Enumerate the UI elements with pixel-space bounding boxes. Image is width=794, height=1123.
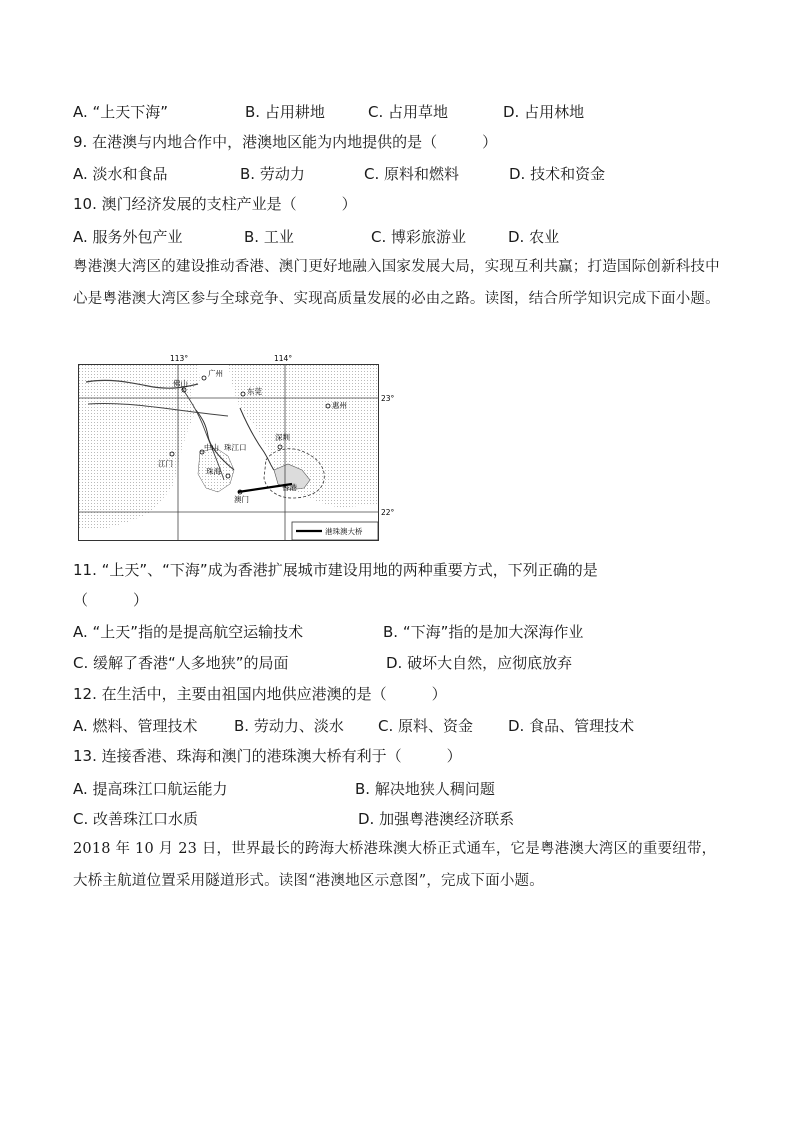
- city-zhongshan: 中山: [204, 443, 219, 452]
- city-foshan: 佛山: [173, 379, 188, 388]
- option-a[interactable]: A. 淡水和食品: [73, 165, 168, 183]
- option-c[interactable]: C. 改善珠江口水质: [73, 810, 199, 828]
- lat-label-23: 23°: [381, 394, 395, 403]
- option-c[interactable]: C. 原料和燃料: [364, 165, 460, 183]
- option-a[interactable]: A. 提高珠江口航运能力: [73, 780, 228, 798]
- option-b[interactable]: B. 劳动力、淡水: [234, 717, 344, 735]
- option-b[interactable]: B. 劳动力: [240, 165, 305, 183]
- option-b[interactable]: B. 解决地狭人稠问题: [355, 780, 495, 798]
- legend-bridge-label: 港珠澳大桥: [325, 527, 363, 536]
- option-c[interactable]: C. 缓解了香港“人多地狭”的局面: [73, 654, 289, 672]
- reading-passage-1: 粤港澳大湾区的建设推动香港、澳门更好地融入国家发展大局，实现互利共赢；打造国际创新科技中心是粤港澳大湾区参与全球竞争、实现高质量发展的必由之路。读图，结合所学知识完成下面小题。: [73, 259, 720, 307]
- hong-kong-macau-region-map: [78, 352, 400, 542]
- question-13-stem: 13. 连接香港、珠海和澳门的港珠澳大桥有利于（ ）: [73, 747, 462, 765]
- option-d[interactable]: D. 加强粤港澳经济联系: [358, 810, 515, 828]
- option-d[interactable]: D. 食品、管理技术: [508, 717, 635, 735]
- city-zhuhai: 珠海: [206, 467, 221, 476]
- lat-label-22: 22°: [381, 508, 395, 517]
- option-c[interactable]: C. 占用草地: [368, 103, 449, 121]
- city-hongkong: 香港: [282, 483, 297, 492]
- option-b[interactable]: B. 工业: [244, 228, 294, 246]
- question-11-stem: 11. “上天”、“下海”成为香港扩展城市建设用地的两种重要方式，下列正确的是: [73, 561, 598, 579]
- lon-label-114: 114°: [274, 354, 293, 363]
- option-a[interactable]: A. 燃料、管理技术: [73, 717, 198, 735]
- option-c[interactable]: C. 原料、资金: [378, 717, 474, 735]
- city-shenzhen: 深圳: [275, 433, 290, 442]
- city-jiangmen: 江门: [158, 459, 173, 468]
- city-zhujiangkou: 珠江口: [224, 443, 247, 452]
- question-10-stem: 10. 澳门经济发展的支柱产业是（ ）: [73, 195, 357, 213]
- option-d[interactable]: D. 农业: [508, 228, 560, 246]
- option-d[interactable]: D. 破坏大自然，应彻底放弃: [386, 654, 573, 672]
- option-d[interactable]: D. 技术和资金: [509, 165, 606, 183]
- lon-label-113: 113°: [170, 354, 189, 363]
- reading-passage-2: 2018 年 10 月 23 日，世界最长的跨海大桥港珠澳大桥正式通车，它是粤港澳大湾区的重要纽带，大桥主航道位置采用隧道形式。读图“港澳地区示意图”，完成下面小题。: [73, 841, 717, 889]
- option-b[interactable]: B. “下海”指的是加大深海作业: [383, 623, 584, 641]
- option-a[interactable]: A. 服务外包产业: [73, 228, 183, 246]
- option-b[interactable]: B. 占用耕地: [245, 103, 325, 121]
- option-c[interactable]: C. 博彩旅游业: [371, 228, 467, 246]
- city-guangzhou: 广州: [208, 369, 223, 378]
- city-macau: 澳门: [234, 495, 249, 504]
- question-9-stem: 9. 在港澳与内地合作中，港澳地区能为内地提供的是（ ）: [73, 133, 498, 151]
- city-huizhou: 惠州: [332, 401, 347, 410]
- question-12-stem: 12. 在生活中，主要由祖国内地供应港澳的是（ ）: [73, 685, 447, 703]
- city-dongguan: 东莞: [247, 387, 262, 396]
- question-11-blank: （ ）: [73, 591, 149, 609]
- option-d[interactable]: D. 占用林地: [503, 103, 585, 121]
- option-a[interactable]: A. “上天下海”: [73, 103, 169, 121]
- option-a[interactable]: A. “上天”指的是提高航空运输技术: [73, 623, 304, 641]
